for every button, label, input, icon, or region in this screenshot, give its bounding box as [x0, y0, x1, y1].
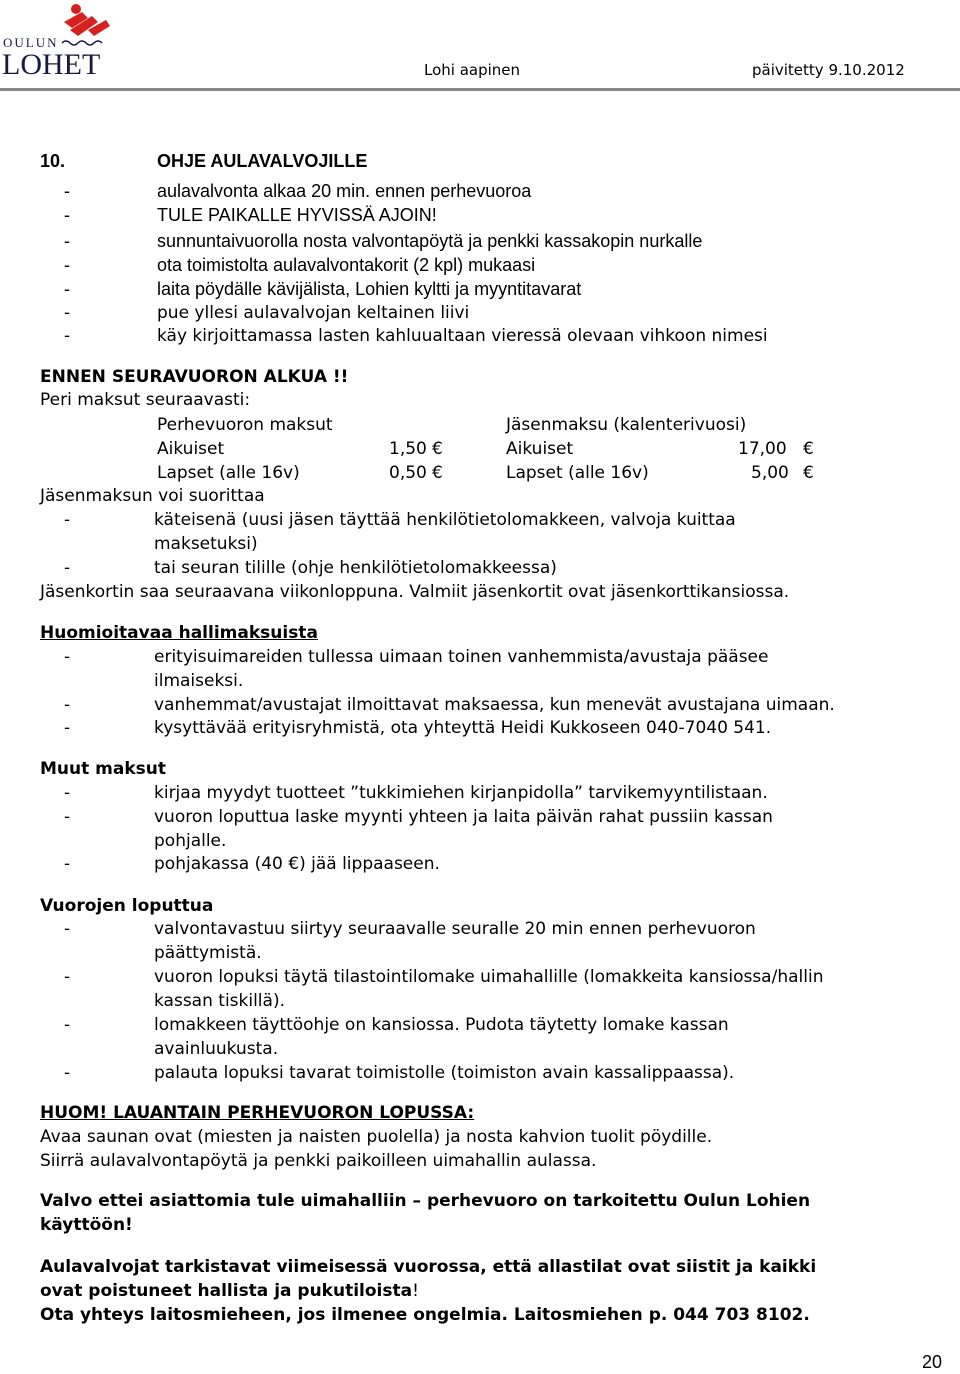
- fee-price: 17,00: [738, 439, 787, 459]
- logo-small-text: OULUN: [3, 35, 59, 50]
- notice-line: Ota yhteys laitosmieheen, jos ilmenee ongelmia. Laitosmiehen p. 044 703 8102.: [40, 1305, 810, 1325]
- header-title: Lohi aapinen: [424, 61, 521, 79]
- payment-heading: Jäsenmaksun voi suorittaa: [40, 486, 265, 506]
- other-fees-heading: Muut maksut: [40, 759, 167, 779]
- document-page: OULUN LOHET Lohi aapinen päivitetty 9.10.2012 10. OHJE AULAVALVOJILLE - aulavalvonta alkaa 20 min. ennen perhevuoroa - TULE PAIKALLE HYVISSÄ AJOIN! - sunnuntaivuorolla nosta valvontapöytä ja penkki kassakopin nurkalle - ota toimistolta aulavalvontakorit (2 kpl) mukaasi - laita pöydälle kävijälista, Lohien kyltti ja myyntitavarat - pue yllesi aulavalvojan keltainen liivi - käy kirjoittamassa lasten kahluualtaan vieressä olevaan vihkoon nimesi ENNEN SEURAVUORON ALKUA !! Peri maksut seuraavasti: Perhevuoron maksut Jäsenmaksu (kalenterivuosi) Aikuiset 1,50 € Aikuiset 17,00 € Lapset (alle 16v) 0,50 € Lapset (alle 16v) 5,00 € Jäsenmaksun voi suorittaa - käteisenä (uusi jäsen täyttää henkilötietolomakkeen, valvoja kuittaa maksetuksi) - tai seuran tilille (ohje henkilötietolomakkeessa) Jäsenkortin saa seuraavana viikonloppuna. Valmiit jäsenkortit ovat jäsenkorttikansiossa. Huomioitavaa hallimaksuista - erityisuimareiden tullessa uimaan toinen vanhemmista/avustaja pääsee ilmaiseksi. - vanhemmat/avustajat ilmoittavat maksaessa, kun menevät avustajana uimaan. - kysyttävää erityisryhmistä, ota yhteyttä Heidi Kukkoseen 040-7040 541. Muut maksut - kirjaa myydyt tuotteet ”tukkimiehen kirjanpidolla” tarvikemyyntilistaan. - vuoron loputtua laske myynti yhteen ja laita päivän rahat pussiin kassan pohjalle. - pohjakassa (40 €) jää lippaaseen. Vuorojen loputtua - valvontavastuu siirtyy seuraavalle seuralle 20 min ennen perhevuoron päättymistä. - vuoron lopuksi täytä tilastointilomake uimahallille (lomakkeita kansiossa/hallin kassan tiskillä). - lomakkeen täyttöohje on kansiossa. Pudota täytetty lomake kassan avainluukusta. - palauta lopuksi tavarat toimistolle (toimiston avain kassalippaassa). HUOM! LAUANTAIN PERHEVUORON LOPUSSA: Avaa saunan ovat (miesten ja naisten puolella) ja nosta kahvion tuolit pöydille. Siirrä aulavalvontapöytä ja penkki paikoilleen uimahallin aulassa. Valvo ettei asiattomia tule uimahalliin – perhevuoro on tarkoitettu Oulun Lohien käyttöön! Aulavalvojat tarkistavat viimeisessä vuorossa, että allastilat ovat siistit ja kaikki ovat poistuneet hallista ja pukutiloista! Ota yhteys laitosmieheen, jos ilmenee ongelmia. Laitosmiehen p. 044 703 8102. 20: [0, 0, 960, 1374]
- fee-price: 0,50: [389, 463, 427, 483]
- header-divider: [0, 88, 960, 91]
- notice-line: Valvo ettei asiattomia tule uimahalliin – perhevuoro on tarkoitettu Oulun Lohien: [40, 1191, 811, 1211]
- saturday-line: Siirrä aulavalvontapöytä ja penkki paikoilleen uimahallin aulassa.: [40, 1151, 597, 1171]
- currency-symbol: €: [803, 439, 814, 459]
- header-updated-date: päivitetty 9.10.2012: [752, 61, 905, 79]
- fee-label: Aikuiset: [506, 439, 574, 459]
- shift-end-heading: Vuorojen loputtua: [40, 896, 214, 916]
- notice-line: ovat poistuneet hallista ja pukutiloista!: [40, 1281, 419, 1301]
- saturday-line: Avaa saunan ovat (miesten ja naisten puolella) ja nosta kahvion tuolit pöydille.: [40, 1127, 713, 1147]
- saturday-heading: HUOM! LAUANTAIN PERHEVUORON LOPUSSA:: [40, 1103, 475, 1123]
- page-number: 20: [922, 1352, 943, 1372]
- membership-card-note: Jäsenkortin saa seuraavana viikonloppuna. Valmiit jäsenkortit ovat jäsenkorttikansiossa.: [40, 582, 790, 602]
- fees-intro: Peri maksut seuraavasti:: [40, 390, 251, 410]
- section-title: OHJE AULAVALVOJILLE: [157, 151, 368, 171]
- currency-symbol: €: [432, 439, 443, 459]
- section-number: 10.: [40, 151, 66, 171]
- currency-symbol: €: [803, 463, 814, 483]
- oulun-lohet-logo: [0, 0, 120, 80]
- swimmer-emblem: [64, 4, 110, 36]
- notice-line: käyttöön!: [40, 1215, 133, 1235]
- family-fees-header: Perhevuoron maksut: [157, 415, 333, 435]
- fee-label: Lapset (alle 16v): [157, 463, 300, 483]
- fee-label: Lapset (alle 16v): [506, 463, 649, 483]
- fee-price: 1,50: [389, 439, 427, 459]
- hall-fees-heading: Huomioitavaa hallimaksuista: [40, 623, 318, 643]
- membership-fee-header: Jäsenmaksu (kalenterivuosi): [506, 415, 747, 435]
- fee-label: Aikuiset: [157, 439, 225, 459]
- logo-big-text: LOHET: [2, 48, 101, 80]
- fee-price: 5,00: [751, 463, 789, 483]
- notice-line: Aulavalvojat tarkistavat viimeisessä vuorossa, että allastilat ovat siistit ja kaikki: [40, 1257, 817, 1277]
- before-next-heading: ENNEN SEURAVUORON ALKUA !!: [40, 367, 349, 387]
- currency-symbol: €: [432, 463, 443, 483]
